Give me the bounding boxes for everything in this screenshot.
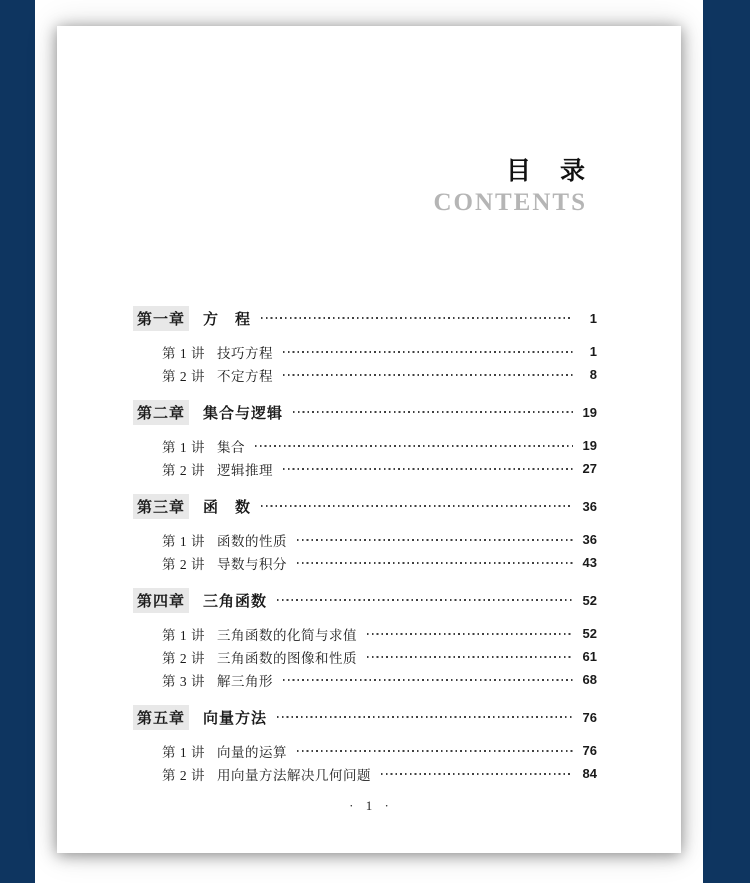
dot-leader bbox=[367, 633, 573, 635]
toc-section-row bbox=[162, 340, 597, 363]
right-frame-band bbox=[703, 0, 750, 883]
section-title: 解三角形 bbox=[217, 673, 273, 689]
section-label: 第 2 讲 bbox=[162, 556, 205, 572]
toc-section-row bbox=[162, 668, 597, 691]
dot-leader bbox=[297, 539, 573, 541]
page-number: 61 bbox=[582, 649, 597, 664]
section-title: 不定方程 bbox=[217, 368, 273, 384]
toc-section-group bbox=[133, 622, 597, 691]
dot-leader bbox=[277, 599, 573, 601]
section-label: 第 1 讲 bbox=[162, 345, 205, 361]
page-number: 76 bbox=[582, 709, 597, 725]
dot-leader bbox=[381, 773, 573, 775]
dot-leader bbox=[261, 505, 573, 507]
chapter-title: 三角函数 bbox=[203, 592, 268, 610]
page-number: 19 bbox=[582, 438, 597, 453]
section-label: 第 1 讲 bbox=[162, 533, 205, 549]
toc-chapter-row bbox=[133, 400, 597, 424]
toc-chapter-row bbox=[133, 588, 597, 612]
page-number: 52 bbox=[582, 592, 597, 608]
chapter-badge: 第二章 bbox=[133, 400, 189, 425]
toc-chapter-row bbox=[133, 494, 597, 518]
chapter-title: 方 程 bbox=[203, 310, 252, 328]
page-number: 19 bbox=[582, 404, 597, 420]
dot-leader bbox=[283, 679, 573, 681]
toc-chapter-block bbox=[133, 306, 597, 386]
page-number: 84 bbox=[582, 766, 597, 781]
toc-section-row bbox=[162, 739, 597, 762]
toc-section-row bbox=[162, 363, 597, 386]
dot-leader bbox=[283, 374, 573, 376]
book-page bbox=[57, 26, 681, 853]
chapter-title: 函 数 bbox=[203, 498, 252, 516]
section-label: 第 2 讲 bbox=[162, 462, 205, 478]
toc-section-group bbox=[133, 739, 597, 785]
section-label: 第 1 讲 bbox=[162, 439, 205, 455]
dot-leader bbox=[367, 656, 573, 658]
toc-section-group bbox=[133, 434, 597, 480]
section-title: 技巧方程 bbox=[217, 345, 273, 361]
toc-title-en: CONTENTS bbox=[433, 188, 587, 216]
section-label: 第 2 讲 bbox=[162, 767, 205, 783]
toc-section-group bbox=[133, 528, 597, 574]
toc-chapter-row bbox=[133, 306, 597, 330]
dot-leader bbox=[297, 750, 573, 752]
toc-list bbox=[133, 306, 597, 785]
toc-chapter-block bbox=[133, 400, 597, 480]
toc-title-block bbox=[433, 158, 587, 216]
section-label: 第 3 讲 bbox=[162, 673, 205, 689]
dot-leader bbox=[283, 351, 573, 353]
chapter-badge: 第一章 bbox=[133, 306, 189, 331]
left-frame-band bbox=[0, 0, 35, 883]
section-label: 第 1 讲 bbox=[162, 627, 205, 643]
toc-section-row bbox=[162, 645, 597, 668]
dot-leader bbox=[255, 445, 573, 447]
dot-leader bbox=[283, 468, 573, 470]
dot-leader bbox=[293, 411, 573, 413]
page-number: 27 bbox=[582, 461, 597, 476]
toc-chapter-block bbox=[133, 588, 597, 691]
toc-section-row bbox=[162, 762, 597, 785]
page-footer: · 1 · bbox=[349, 798, 389, 813]
section-title: 用向量方法解决几何问题 bbox=[217, 767, 371, 783]
chapter-title: 集合与逻辑 bbox=[203, 404, 284, 422]
section-title: 函数的性质 bbox=[217, 533, 287, 549]
section-label: 第 2 讲 bbox=[162, 368, 205, 384]
section-label: 第 2 讲 bbox=[162, 650, 205, 666]
section-title: 向量的运算 bbox=[217, 744, 287, 760]
toc-section-row bbox=[162, 551, 597, 574]
page-number: 1 bbox=[589, 344, 597, 359]
toc-section-row bbox=[162, 528, 597, 551]
section-title: 集合 bbox=[217, 439, 245, 455]
section-title: 三角函数的图像和性质 bbox=[217, 650, 357, 666]
toc-title-cn: 目 录 bbox=[505, 157, 587, 185]
chapter-title: 向量方法 bbox=[203, 709, 268, 727]
toc-section-group bbox=[133, 340, 597, 386]
page-number: 8 bbox=[589, 367, 597, 382]
chapter-badge: 第五章 bbox=[133, 705, 189, 730]
chapter-badge: 第四章 bbox=[133, 588, 189, 613]
toc-section-row bbox=[162, 457, 597, 480]
toc-section-row bbox=[162, 434, 597, 457]
page-number: 36 bbox=[582, 498, 597, 514]
page-number: 43 bbox=[582, 555, 597, 570]
dot-leader bbox=[297, 562, 573, 564]
toc-chapter-block bbox=[133, 494, 597, 574]
page-number: 76 bbox=[582, 743, 597, 758]
chapter-badge: 第三章 bbox=[133, 494, 189, 519]
toc-section-row bbox=[162, 622, 597, 645]
section-label: 第 1 讲 bbox=[162, 744, 205, 760]
section-title: 逻辑推理 bbox=[217, 462, 273, 478]
page-number: 68 bbox=[582, 672, 597, 687]
page-number: 36 bbox=[582, 532, 597, 547]
dot-leader bbox=[277, 716, 573, 718]
page-number: 1 bbox=[589, 310, 597, 326]
toc-chapter-block bbox=[133, 705, 597, 785]
page-number: 52 bbox=[582, 626, 597, 641]
toc-chapter-row bbox=[133, 705, 597, 729]
section-title: 三角函数的化简与求值 bbox=[217, 627, 357, 643]
dot-leader bbox=[261, 317, 573, 319]
section-title: 导数与积分 bbox=[217, 556, 287, 572]
